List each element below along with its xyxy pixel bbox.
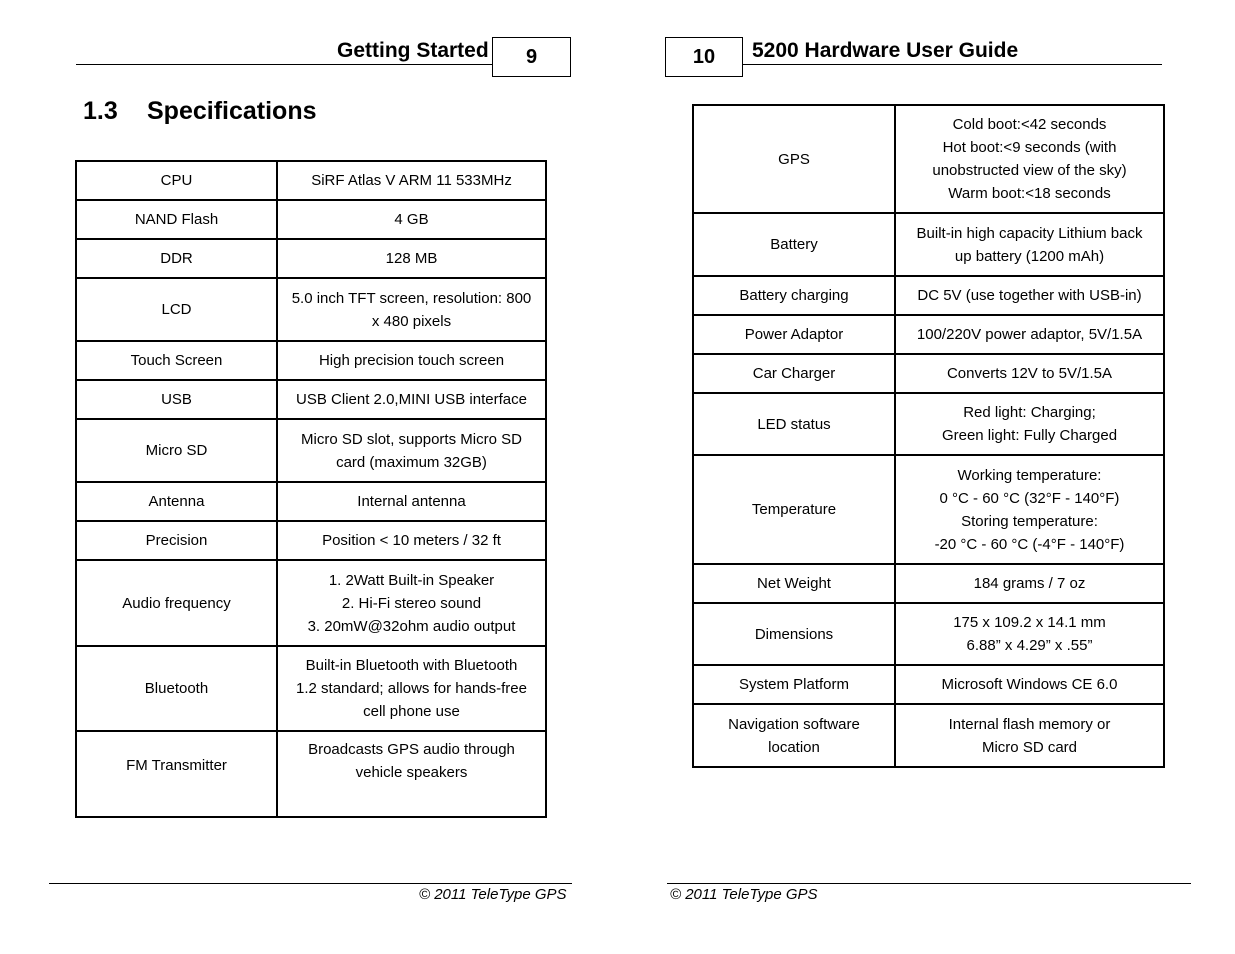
spec-value: 5.0 inch TFT screen, resolution: 800 x 480 pixels (277, 278, 546, 341)
spec-label: Navigation software location (693, 704, 895, 767)
left-header-rule (76, 64, 494, 65)
left-footer-rule (49, 883, 572, 884)
spec-label: USB (76, 380, 277, 419)
spec-value: Built-in Bluetooth with Bluetooth 1.2 standard; allows for hands-free cell phone use (277, 646, 546, 731)
spec-value: Cold boot:<42 seconds Hot boot:<9 seconds (with unobstructed view of the sky) Warm boot:<18 seconds (895, 105, 1164, 213)
spec-label: Net Weight (693, 564, 895, 603)
spec-value: 4 GB (277, 200, 546, 239)
table-row (76, 278, 546, 341)
right-spec-table (692, 104, 1165, 768)
spec-value: Position < 10 meters / 32 ft (277, 521, 546, 560)
spec-label: FM Transmitter (76, 731, 277, 817)
spec-label: Audio frequency (76, 560, 277, 646)
table-row (76, 419, 546, 482)
section-title: Specifications (147, 97, 317, 125)
spec-label: CPU (76, 161, 277, 200)
left-page-number: 9 (492, 37, 571, 77)
spec-label: LCD (76, 278, 277, 341)
spec-label: LED status (693, 393, 895, 455)
table-row (693, 393, 1164, 455)
table-row (693, 704, 1164, 767)
left-footer: © 2011 TeleType GPS (419, 886, 567, 903)
right-page-number: 10 (665, 37, 743, 77)
spec-label: Touch Screen (76, 341, 277, 380)
spec-label: Bluetooth (76, 646, 277, 731)
spec-value: Internal antenna (277, 482, 546, 521)
spec-label: Battery charging (693, 276, 895, 315)
spec-value: 1. 2Watt Built-in Speaker 2. Hi-Fi stereo sound 3. 20mW@32ohm audio output (277, 560, 546, 646)
spec-value: Built-in high capacity Lithium back up battery (1200 mAh) (895, 213, 1164, 276)
spec-label: Battery (693, 213, 895, 276)
spec-label: Power Adaptor (693, 315, 895, 354)
table-row (76, 731, 546, 817)
spec-label: DDR (76, 239, 277, 278)
table-row (76, 380, 546, 419)
table-row (693, 455, 1164, 564)
table-row (693, 665, 1164, 704)
left-spec-table (75, 160, 547, 818)
spec-value: DC 5V (use together with USB-in) (895, 276, 1164, 315)
section-heading (83, 95, 317, 127)
table-row (693, 105, 1164, 213)
table-row (693, 315, 1164, 354)
right-header-rule (743, 64, 1162, 65)
section-number: 1.3 (83, 97, 118, 125)
table-row (76, 341, 546, 380)
table-row (76, 646, 546, 731)
spec-label: NAND Flash (76, 200, 277, 239)
spec-value: Working temperature: 0 °C - 60 °C (32°F - 140°F) Storing temperature: -20 °C - 60 °C (-4°F - 140°F) (895, 455, 1164, 564)
spec-label: GPS (693, 105, 895, 213)
right-header-title: 5200 Hardware User Guide (752, 39, 1019, 62)
spec-value: Micro SD slot, supports Micro SD card (maximum 32GB) (277, 419, 546, 482)
table-row (693, 213, 1164, 276)
spec-label: Precision (76, 521, 277, 560)
spec-label: Temperature (693, 455, 895, 564)
spec-value: Microsoft Windows CE 6.0 (895, 665, 1164, 704)
spec-value: Broadcasts GPS audio through vehicle speakers (277, 731, 546, 817)
spec-label: Dimensions (693, 603, 895, 665)
table-row (693, 354, 1164, 393)
spec-value: 100/220V power adaptor, 5V/1.5A (895, 315, 1164, 354)
table-row (76, 482, 546, 521)
spec-value: Converts 12V to 5V/1.5A (895, 354, 1164, 393)
table-row (76, 560, 546, 646)
spec-value: High precision touch screen (277, 341, 546, 380)
spec-value: Internal flash memory or Micro SD card (895, 704, 1164, 767)
spec-value: Red light: Charging; Green light: Fully Charged (895, 393, 1164, 455)
spec-label: Micro SD (76, 419, 277, 482)
spec-value: 175 x 109.2 x 14.1 mm 6.88” x 4.29” x .55” (895, 603, 1164, 665)
table-row (693, 564, 1164, 603)
spec-label: Car Charger (693, 354, 895, 393)
right-footer-rule (667, 883, 1191, 884)
spec-value: SiRF Atlas V ARM 11 533MHz (277, 161, 546, 200)
table-row (76, 161, 546, 200)
spec-label: System Platform (693, 665, 895, 704)
spec-value: 128 MB (277, 239, 546, 278)
table-row (693, 603, 1164, 665)
left-header-title: Getting Started (337, 39, 489, 62)
table-row (76, 521, 546, 560)
table-row (693, 276, 1164, 315)
right-footer: © 2011 TeleType GPS (670, 886, 818, 903)
table-row (76, 239, 546, 278)
spec-label: Antenna (76, 482, 277, 521)
spec-value: USB Client 2.0,MINI USB interface (277, 380, 546, 419)
spec-value: 184 grams / 7 oz (895, 564, 1164, 603)
table-row (76, 200, 546, 239)
